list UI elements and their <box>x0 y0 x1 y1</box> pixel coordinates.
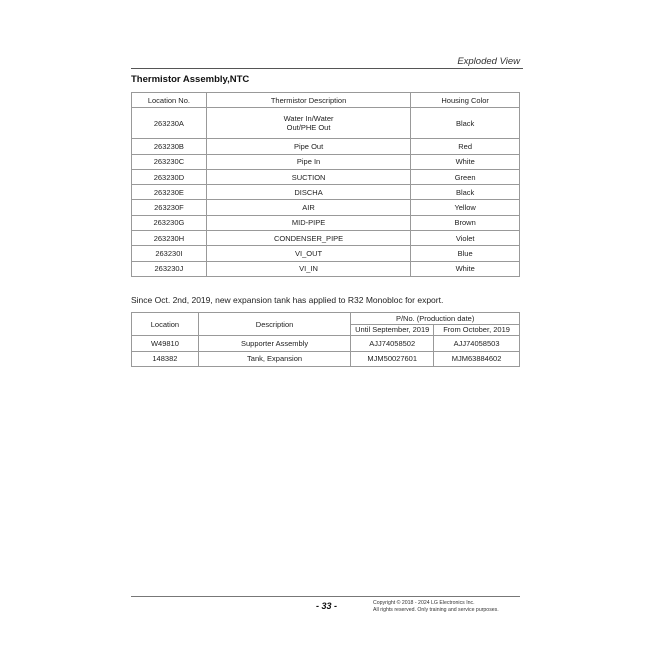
column-header-from-oct-2019: From October, 2019 <box>434 324 520 336</box>
location-cell: 263230J <box>132 261 207 276</box>
description-cell: VI_IN <box>206 261 410 276</box>
housing-color-cell: Violet <box>411 231 520 246</box>
column-header-until-sep-2019: Until September, 2019 <box>351 324 434 336</box>
column-header-location: Location No. <box>132 93 207 108</box>
part-number-from-cell: MJM63884602 <box>434 351 520 367</box>
description-line-2: Out/PHE Out <box>286 123 331 133</box>
column-header-description: Thermistor Description <box>206 93 410 108</box>
location-cell: 263230A <box>132 108 207 139</box>
page-number: - 33 - <box>316 601 338 611</box>
table-row <box>132 351 520 367</box>
section-header-label: Exploded View <box>457 56 520 67</box>
description-cell: Pipe Out <box>206 139 410 154</box>
description-cell <box>206 108 410 139</box>
copyright-line-1: Copyright © 2018 - 2024 LG Electronics Inc. <box>373 600 475 606</box>
location-cell: 263230C <box>132 154 207 169</box>
table-row <box>132 139 520 154</box>
table-row <box>132 169 520 184</box>
table-row <box>132 215 520 230</box>
description-cell: MID-PIPE <box>206 215 410 230</box>
table-row <box>132 246 520 261</box>
part-number-from-cell: AJJ74058503 <box>434 336 520 352</box>
description-cell: AIR <box>206 200 410 215</box>
description-cell: VI_OUT <box>206 246 410 261</box>
copyright-line-2: All rights reserved. Only training and service purposes. <box>373 607 499 613</box>
location-cell: 263230D <box>132 169 207 184</box>
housing-color-cell: Black <box>411 185 520 200</box>
thermistor-section-title: Thermistor Assembly,NTC <box>131 74 250 85</box>
location-cell: 263230E <box>132 185 207 200</box>
housing-color-cell: Green <box>411 169 520 184</box>
footer-divider <box>131 596 520 597</box>
location-cell: 263230B <box>132 139 207 154</box>
description-cell: Tank, Expansion <box>198 351 350 367</box>
description-cell: DISCHA <box>206 185 410 200</box>
housing-color-cell: Brown <box>411 215 520 230</box>
description-cell: CONDENSER_PIPE <box>206 231 410 246</box>
description-line-1: Water In/Water <box>283 114 334 124</box>
column-header-part-number: P/No. (Production date) <box>351 313 520 325</box>
table-row <box>132 108 520 139</box>
location-cell: 263230G <box>132 215 207 230</box>
table-row <box>132 154 520 169</box>
housing-color-cell: Yellow <box>411 200 520 215</box>
location-cell: 263230H <box>132 231 207 246</box>
copyright-notice <box>373 600 499 614</box>
column-header-location: Location <box>132 313 199 336</box>
thermistor-table <box>131 92 520 277</box>
description-cell: SUCTION <box>206 169 410 184</box>
table-row <box>132 336 520 352</box>
housing-color-cell: White <box>411 154 520 169</box>
housing-color-cell: Red <box>411 139 520 154</box>
expansion-tank-table <box>131 312 520 367</box>
table-row <box>132 231 520 246</box>
table-row <box>132 185 520 200</box>
header-divider <box>131 68 523 69</box>
table-row <box>132 200 520 215</box>
expansion-tank-note: Since Oct. 2nd, 2019, new expansion tank has applied to R32 Monobloc for export. <box>131 295 444 305</box>
description-cell: Pipe In <box>206 154 410 169</box>
table-header-row <box>132 93 520 108</box>
housing-color-cell: White <box>411 261 520 276</box>
housing-color-cell: Black <box>411 108 520 139</box>
table-row <box>132 261 520 276</box>
location-cell: 263230I <box>132 246 207 261</box>
part-number-until-cell: MJM50027601 <box>351 351 434 367</box>
location-cell: W49810 <box>132 336 199 352</box>
location-cell: 148382 <box>132 351 199 367</box>
location-cell: 263230F <box>132 200 207 215</box>
column-header-housing-color: Housing Color <box>411 93 520 108</box>
column-header-description: Description <box>198 313 350 336</box>
description-cell: Supporter Assembly <box>198 336 350 352</box>
part-number-until-cell: AJJ74058502 <box>351 336 434 352</box>
housing-color-cell: Blue <box>411 246 520 261</box>
table-header-row <box>132 313 520 325</box>
